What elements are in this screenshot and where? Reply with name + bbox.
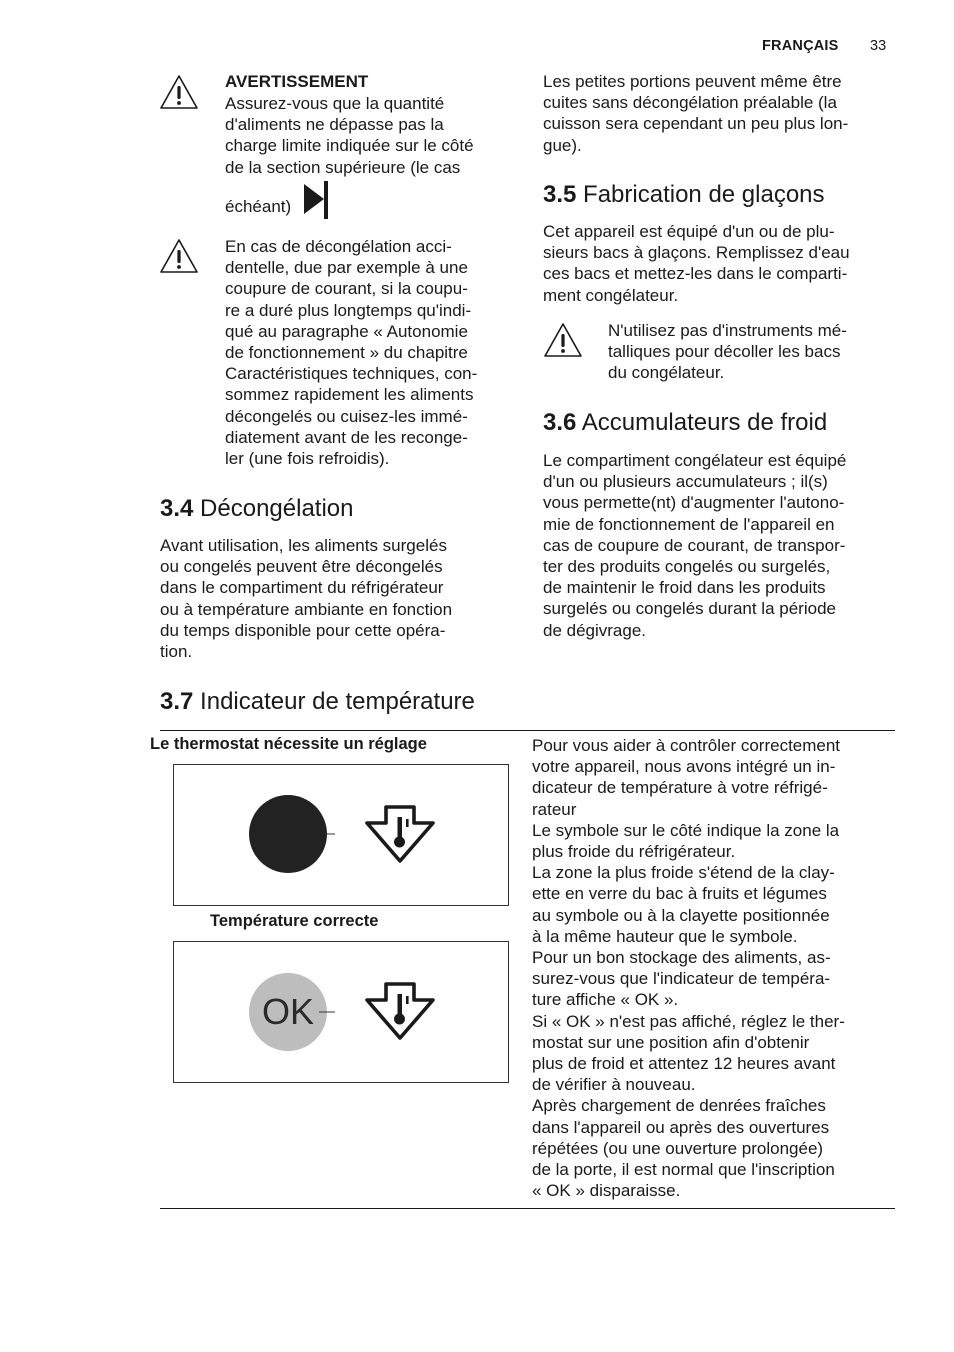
section-3-5-warning: N'utilisez pas d'instruments mé- talliques pour décoller les bacs du congélateur. xyxy=(608,321,847,383)
cold-zone-symbol-icon xyxy=(362,980,438,1042)
warning-title: AVERTISSEMENT xyxy=(225,72,369,91)
figure1-caption: Le thermostat nécessite un réglage xyxy=(150,735,427,753)
indicator-figure-correct xyxy=(173,941,509,1083)
section-heading-3-5: 3.5 Fabrication de glaçons xyxy=(543,181,825,208)
section-3-4-text: Avant utilisation, les aliments surgelés ou congelés peuvent être décongelés dans le compartiment du réfrigérateur ou à température ambiante en fonction du temps disponible pour cette opéra- tion. xyxy=(160,536,453,662)
cold-zone-symbol-icon xyxy=(362,803,438,865)
warning-triangle-icon xyxy=(543,322,583,358)
section-3-7-text: Pour vous aider à contrôler correctement votre appareil, nous avons intégré un in- dicateur de température à votre réfrigé- rateur Le symbole sur le côté indique la zone la plus froide du réfrigérateur. La zone la plus froide s'étend de la clay- ette en verre du bac à fruits et légumes au symbole ou à la clayette positionnée à la même hauteur que le symbole. Pour un bon stockage des aliments, as- surez-vous que l'indicateur de tempéra- ture affiche « OK ». Si « OK » n'est pas affiché, réglez le ther- mostat sur une position afin d'obtenir plus de froid et attentez 12 heures avant de vérifier à nouveau. Après chargement de denrées fraîches dans l'appareil ou après des ouvertures répétées (ou une ouverture prolongée) de la porte, il est normal que l'inscription « OK » disparaisse. xyxy=(532,736,845,1201)
warning-triangle-icon xyxy=(159,74,199,110)
page-number: 33 xyxy=(870,38,887,54)
figure2-caption: Température correcte xyxy=(210,912,379,930)
table-bottom-rule xyxy=(160,1208,895,1209)
warning-triangle-icon xyxy=(159,238,199,274)
warning1-text: Assurez-vous que la quantité d'aliments ne dépasse pas la charge limite indiquée sur le côté de la section supérieure (le cas xyxy=(225,94,474,177)
warning2-text: En cas de décongélation acci- dentelle, due par exemple à une coupure de courant, si la coupu- re a duré plus longtemps qu'indi- qué au paragraphe « Autonomie de fonctionnement » du chapitre Caractéristiques techniques, con- sommez rapidement les aliments décongelés ou cuisez-les immé- diatement avant de les reconge- ler (une fois refroidis). xyxy=(225,237,478,469)
table-top-rule xyxy=(160,730,895,731)
section-heading-3-6: 3.6 Accumulateurs de froid xyxy=(543,409,828,436)
header-language: FRANÇAIS xyxy=(762,38,839,54)
section-heading-3-7: 3.7 Indicateur de température xyxy=(160,688,475,715)
limit-line-arrow-icon xyxy=(303,181,329,219)
section-3-5-text: Cet appareil est équipé d'un ou de plu- sieurs bacs à glaçons. Remplissez d'eau ces bacs et mettez-les dans le comparti- ment congélateur. xyxy=(543,222,850,305)
ok-label: OK xyxy=(261,991,315,1032)
section-3-6-text: Le compartiment congélateur est équipé d'un ou plusieurs accumulateurs ; il(s) vous permette(nt) d'augmenter l'autono- mie de fonctionnement de l'appareil en cas de coupure de courant, de transpor- ter des produits congelés ou surgelés, de maintenir le froid dans les produits surgelés ou congelés durant la période de dégivrage. xyxy=(543,451,847,640)
thermostat-indicator-dark xyxy=(174,765,508,905)
warning1-last-line: échéant) xyxy=(225,197,292,216)
indicator-figure-adjust xyxy=(173,764,509,906)
right-intro-text: Les petites portions peuvent même être cuites sans décongélation préalable (la cuisson sera cependant un peu plus lon- gue). xyxy=(543,72,849,155)
section-heading-3-4: 3.4 Décongélation xyxy=(160,495,354,522)
thermostat-indicator-ok xyxy=(174,942,508,1082)
